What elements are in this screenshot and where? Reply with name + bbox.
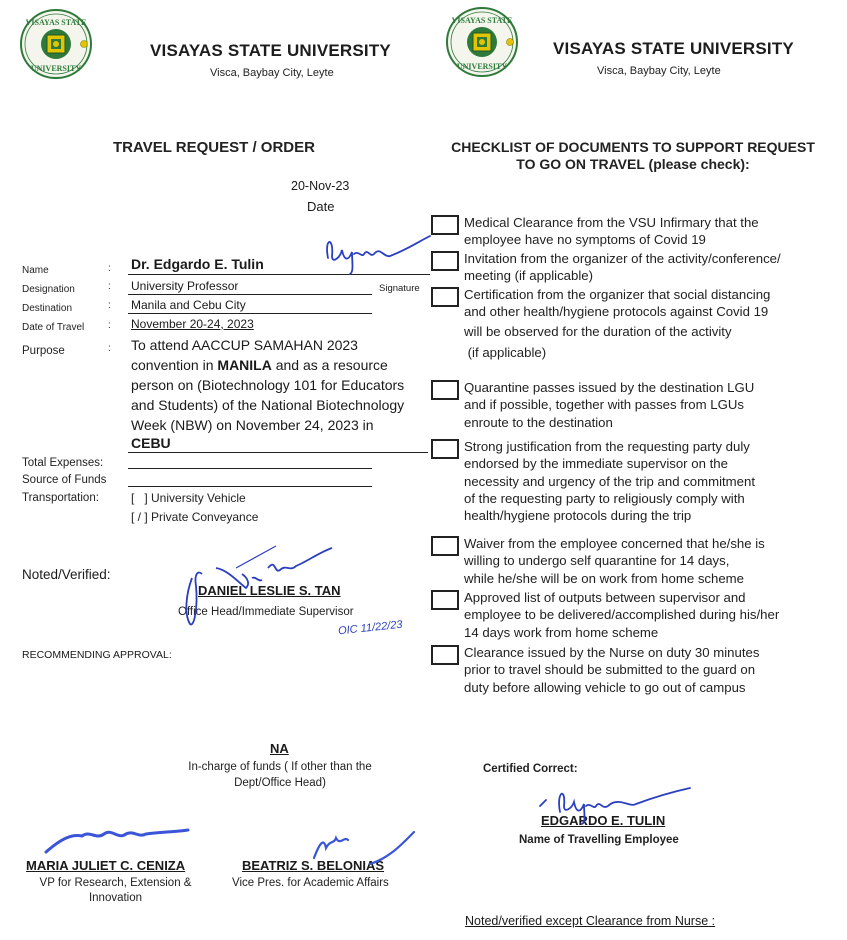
checklist-item-line: endorsed by the immediate supervisor on the <box>464 456 728 472</box>
colon: : <box>108 343 111 354</box>
signature-label: Signature <box>379 283 420 294</box>
destination-label: Destination <box>22 303 73 314</box>
checklist-item-line: meeting (if applicable) <box>464 268 594 284</box>
purpose-highlight-manila: MANILA <box>217 357 272 373</box>
purpose-text-part: and as a resource <box>271 357 388 373</box>
checklist-item-text <box>464 286 847 363</box>
checklist-checkbox[interactable] <box>431 251 459 271</box>
checklist-item-line: Invitation from the organizer of the activity/conference/ <box>464 251 781 266</box>
funds-in-charge-role-line: In-charge of funds ( If other than the <box>188 761 372 773</box>
purpose-line: To attend AACCUP SAMAHAN 2023 <box>131 337 358 353</box>
recommending-approval-label: RECOMMENDING APPROVAL: <box>22 649 172 661</box>
funds-in-charge-role-line: Dept/Office Head) <box>234 777 326 789</box>
travelling-employee-role: Name of Travelling Employee <box>519 834 679 846</box>
request-date-label: Date <box>307 199 335 214</box>
seal-text-top: VISAYAS STATE <box>25 18 87 27</box>
checklist-title-line: TO GO ON TRAVEL (please check): <box>516 156 750 172</box>
supervisor-name: DANIEL LESLIE S. TAN <box>198 583 341 598</box>
checklist-item-text <box>464 438 847 524</box>
checklist-item-line: (if applicable) <box>464 344 547 360</box>
colon: : <box>108 320 111 331</box>
approver-role-line: VP for Research, Extension & <box>39 877 192 889</box>
approver-name-ceniza: MARIA JULIET C. CENIZA <box>26 858 186 873</box>
total-expenses-underline <box>128 468 372 469</box>
designation-underline <box>128 294 372 295</box>
request-date-value: 20-Nov-23 <box>291 179 350 193</box>
funds-in-charge-role <box>160 761 400 789</box>
travelling-employee-name: EDGARDO E. TULIN <box>541 813 666 828</box>
transport-option-label: University Vehicle <box>151 491 246 505</box>
purpose-highlight-cebu: CEBU <box>131 435 171 451</box>
nurse-clearance-note: Noted/verified except Clearance from Nurse : <box>465 914 716 928</box>
supervisor-role: Office Head/Immediate Supervisor <box>178 606 354 618</box>
total-expenses-label: Total Expenses: <box>22 457 104 469</box>
checklist-item-text <box>464 644 847 696</box>
seal-text-bottom: UNIVERSITY <box>30 64 82 73</box>
transport-checkbox[interactable]: [ ] <box>131 491 148 505</box>
checklist-item-line: of the requesting party to religiously comply with <box>464 490 745 506</box>
purpose-line <box>131 355 431 375</box>
purpose-line: and Students) of the National Biotechnology <box>131 397 405 413</box>
checklist-item-line: duty before allowing vehicle to go out of campus <box>464 679 746 695</box>
transport-option-label: Private Conveyance <box>151 510 259 524</box>
source-of-funds-label: Source of Funds <box>22 474 107 486</box>
checklist-item-text <box>464 379 847 431</box>
purpose-text <box>131 335 431 451</box>
transportation-label: Transportation: <box>22 492 99 504</box>
noted-verified-label: Noted/Verified: <box>22 567 111 582</box>
employee-signature-top <box>318 228 438 278</box>
purpose-line: Week (NBW) on November 24, 2023 in <box>131 417 374 433</box>
checklist-item-line: will be observed for the duration of the activity <box>464 323 732 339</box>
name-value: Dr. Edgardo E. Tulin <box>131 256 264 272</box>
university-name: VISAYAS STATE UNIVERSITY <box>150 41 391 60</box>
seal-text-bottom: UNIVERSITY <box>456 62 508 71</box>
travel-request-title: TRAVEL REQUEST / ORDER <box>113 139 315 156</box>
certified-correct-label: Certified Correct: <box>483 763 578 775</box>
transport-checkbox[interactable]: [ / ] <box>131 510 148 524</box>
checklist-item-line: while he/she will be on work from home scheme <box>464 570 744 586</box>
checklist-checkbox[interactable] <box>431 380 459 400</box>
name-underline <box>128 274 430 275</box>
checklist-item-line: 14 days work from home scheme <box>464 624 659 640</box>
purpose-line: person on (Biotechnology 101 for Educators <box>131 377 405 393</box>
checklist-item-text <box>464 250 847 285</box>
checklist-checkbox[interactable] <box>431 536 459 556</box>
date-of-travel-label: Date of Travel <box>22 322 85 333</box>
checklist-item-line: Quarantine passes issued by the destination LGU <box>464 380 755 395</box>
checklist-item-text <box>464 589 847 641</box>
purpose-text-part: convention in <box>131 357 218 373</box>
checklist-item-line: necessity and urgency of the trip and commitment <box>464 473 756 489</box>
designation-label: Designation <box>22 284 75 295</box>
name-label: Name <box>22 265 49 276</box>
university-address: Visca, Baybay City, Leyte <box>597 65 721 77</box>
checklist-item-line: Approved list of outputs between supervisor and <box>464 590 746 605</box>
checklist-item-line: employee to be delivered/accomplished during his/her <box>464 607 780 623</box>
supervisor-annotation: OIC 11/22/23 <box>337 618 404 638</box>
checklist-item-line: Clearance issued by the Nurse on duty 30 minutes <box>464 645 760 660</box>
colon: : <box>108 263 111 274</box>
checklist-item-line: willing to undergo self quarantine for 14 days, <box>464 553 730 569</box>
destination-value: Manila and Cebu City <box>131 298 246 312</box>
checklist-item-line: and other health/hygiene protocols against Covid 19 <box>464 304 769 320</box>
seal-text-top: VISAYAS STATE <box>451 16 513 25</box>
checklist-title-line: CHECKLIST OF DOCUMENTS TO SUPPORT REQUEST <box>451 139 815 155</box>
approver-role-line: Vice Pres. for Academic Affairs <box>232 877 389 889</box>
date-of-travel-value: November 20-24, 2023 <box>131 317 254 331</box>
checklist-item-line: and if possible, together with passes from LGUs <box>464 397 745 413</box>
funds-in-charge-value: NA <box>270 741 289 756</box>
checklist-checkbox[interactable] <box>431 439 459 459</box>
approver-role-belonias <box>232 877 432 889</box>
checklist-checkbox[interactable] <box>431 590 459 610</box>
designation-value: University Professor <box>131 279 239 293</box>
checklist-checkbox[interactable] <box>431 645 459 665</box>
university-address: Visca, Baybay City, Leyte <box>210 67 334 79</box>
purpose-underline <box>128 452 428 453</box>
checklist-item-text <box>464 535 847 587</box>
checklist-item-line: prior to travel should be submitted to the guard on <box>464 662 756 678</box>
checklist-item-line: Medical Clearance from the VSU Infirmary that the <box>464 215 759 230</box>
checklist-item-line: Certification from the organizer that social distancing <box>464 287 771 302</box>
ceniza-signature <box>42 818 192 858</box>
checklist-item-line: health/hygiene protocols during the trip <box>464 508 692 524</box>
university-seal-icon <box>18 8 94 80</box>
colon: : <box>108 300 111 311</box>
destination-underline <box>128 313 372 314</box>
university-name: VISAYAS STATE UNIVERSITY <box>553 39 794 58</box>
approver-role-line: Innovation <box>88 892 143 904</box>
checklist-title <box>428 139 838 173</box>
checklist-checkbox[interactable] <box>431 287 459 307</box>
checklist-item-line: Strong justification from the requesting party duly <box>464 439 750 454</box>
purpose-label: Purpose <box>22 345 65 357</box>
transport-option-university-vehicle[interactable] <box>131 491 246 505</box>
checklist-item-line: enroute to the destination <box>464 414 613 430</box>
approver-role-ceniza <box>18 877 213 904</box>
checklist-item-line: Waiver from the employee concerned that he/she is <box>464 536 765 551</box>
checklist-checkbox[interactable] <box>431 215 459 235</box>
checklist-item-line: employee have no symptoms of Covid 19 <box>464 232 706 248</box>
approver-name-belonias: BEATRIZ S. BELONIAS <box>242 858 385 873</box>
colon: : <box>108 281 111 292</box>
transport-option-private-conveyance[interactable] <box>131 510 258 524</box>
checklist-item-text <box>464 214 847 249</box>
university-seal-icon <box>444 6 520 78</box>
source-of-funds-underline <box>128 486 372 487</box>
